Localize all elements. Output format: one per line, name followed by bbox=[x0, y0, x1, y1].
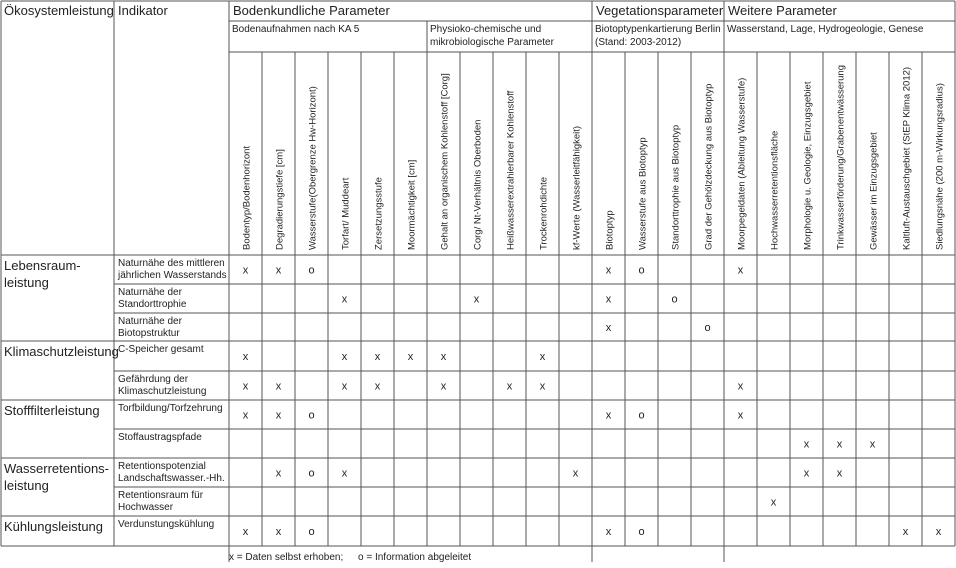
cell-mark-collected: x bbox=[473, 293, 480, 306]
indicator-label: Naturnähe der bbox=[118, 287, 182, 298]
header-oekosystemleistung: Ökosystemleistung bbox=[4, 3, 114, 18]
parameter-group-label: Bodenkundliche Parameter bbox=[233, 3, 390, 18]
parameter-label: Standorttrophie aus Biotoptyp bbox=[670, 124, 682, 250]
cell-mark-collected: x bbox=[605, 409, 612, 422]
cell-mark-collected: x bbox=[572, 467, 579, 480]
parameter-subgroup-label: (Stand: 2003-2012) bbox=[595, 37, 682, 48]
parameter-label: Bodentyp/Bodenhorizont bbox=[241, 145, 253, 250]
cell-mark-collected: x bbox=[242, 409, 249, 422]
service-label: Lebensraum- bbox=[4, 258, 81, 273]
cell-mark-collected: x bbox=[341, 380, 348, 393]
parameter-group-label: Vegetationsparameter bbox=[596, 3, 724, 18]
cell-mark-collected: x bbox=[374, 351, 381, 363]
indicator-label: Naturnähe des mittleren bbox=[118, 258, 225, 269]
cell-mark-collected: x bbox=[407, 351, 414, 363]
parameter-label: Moorpegeldaten (Ableitung Wasserstufe) bbox=[736, 77, 748, 250]
cell-mark-collected: x bbox=[374, 380, 381, 393]
cell-mark-collected: x bbox=[770, 496, 777, 509]
parameter-subgroup-label: Biotoptypenkartierung Berlin bbox=[595, 24, 721, 35]
cell-mark-collected: x bbox=[737, 409, 744, 422]
parameter-subgroup-label: Wasserstand, Lage, Hydrogeologie, Genese bbox=[727, 24, 924, 35]
service-label: leistung bbox=[4, 478, 49, 493]
cell-mark-collected: x bbox=[539, 380, 546, 393]
service-label: Stofffilterleistung bbox=[4, 403, 100, 418]
header-indikator: Indikator bbox=[118, 3, 168, 18]
cell-mark-collected: x bbox=[242, 351, 249, 363]
parameter-subgroup-label: mikrobiologische Parameter bbox=[430, 37, 554, 48]
cell-mark-collected: x bbox=[275, 409, 282, 422]
cell-mark-derived: o bbox=[638, 409, 645, 422]
parameter-label: kf-Werte (Wasserleitfähigkeit) bbox=[571, 125, 583, 250]
parameter-label: Biotoptyp bbox=[604, 210, 616, 250]
cell-mark-collected: x bbox=[440, 380, 447, 393]
cell-mark-collected: x bbox=[737, 380, 744, 393]
indicator-label: Landschaftswasser.-Hh. bbox=[118, 473, 225, 484]
parameter-label: Degradierungstiefe [cm] bbox=[274, 149, 286, 250]
indicator-label: Biotopstruktur bbox=[118, 328, 180, 339]
indicator-label: Retentionsraum für bbox=[118, 490, 204, 501]
indicator-label: Standorttrophie bbox=[118, 299, 187, 310]
cell-mark-collected: x bbox=[275, 264, 282, 277]
indicator-label: Klimaschutzleistung bbox=[118, 386, 207, 397]
service-label: Klimaschutzleistung bbox=[4, 344, 119, 359]
legend-collected: x = Daten selbst erhoben; bbox=[229, 552, 344, 563]
parameter-label: Siedlungsnähe (200 m-Wirkungsradius) bbox=[934, 83, 946, 250]
parameter-group-label: Weitere Parameter bbox=[728, 3, 837, 18]
cell-mark-collected: x bbox=[935, 526, 942, 538]
parameter-subgroup-label: Physioko-chemische und bbox=[430, 24, 542, 35]
parameter-label: Corg/ Nt-Verhältnis Oberboden bbox=[472, 119, 484, 250]
indicator-label: jährlichen Wasserstands bbox=[118, 270, 227, 281]
cell-mark-derived: o bbox=[308, 264, 315, 277]
indicator-label: Torfbildung/Torfzehrung bbox=[118, 403, 223, 414]
table-content bbox=[4, 3, 946, 563]
service-label: Kühlungsleistung bbox=[4, 519, 104, 534]
indicator-label: Hochwasser bbox=[118, 502, 174, 513]
cell-mark-collected: x bbox=[605, 526, 612, 538]
parameter-label: Gehalt an organischem Kohlenstoff [Corg] bbox=[439, 73, 451, 250]
cell-mark-collected: x bbox=[341, 467, 348, 480]
parameter-label: Gewässer im Einzugsgebiet bbox=[868, 132, 880, 250]
indicator-label: C-Speicher gesamt bbox=[118, 344, 204, 355]
cell-mark-collected: x bbox=[506, 380, 513, 393]
cell-mark-collected: x bbox=[737, 264, 744, 277]
cell-mark-derived: o bbox=[704, 322, 711, 334]
cell-mark-derived: o bbox=[308, 526, 315, 538]
cell-mark-collected: x bbox=[341, 293, 348, 306]
cell-mark-collected: x bbox=[275, 380, 282, 393]
parameter-label: Wasserstufe aus Biotoptyp bbox=[637, 137, 649, 250]
parameter-label: Morphologie u. Geologie, Einzugsgebiet bbox=[802, 81, 814, 250]
indicator-label: Gefährdung der bbox=[118, 374, 189, 385]
parameter-label: Heißwasserextrahierbarer Kohlenstoff bbox=[505, 90, 517, 250]
cell-mark-collected: x bbox=[242, 380, 249, 393]
cell-mark-derived: o bbox=[638, 264, 645, 277]
cell-mark-collected: x bbox=[902, 526, 909, 538]
cell-mark-collected: x bbox=[803, 467, 810, 480]
parameter-label: Moormächtigkeit [cm] bbox=[406, 159, 418, 250]
cell-mark-derived: o bbox=[308, 467, 315, 480]
parameter-subgroup-label: Bodenaufnahmen nach KA 5 bbox=[232, 24, 360, 35]
parameter-label: Trinkwasserförderung/Grabenentwässerung bbox=[835, 65, 847, 250]
service-label: Wasserretentions- bbox=[4, 461, 109, 476]
cell-mark-collected: x bbox=[539, 351, 546, 363]
indicator-label: Naturnähe der bbox=[118, 316, 182, 327]
cell-mark-collected: x bbox=[242, 526, 249, 538]
cell-mark-collected: x bbox=[605, 322, 612, 334]
parameter-label: Torfart/ Muddeart bbox=[340, 177, 352, 250]
parameter-label: Grad der Gehölzdeckung aus Biotoptyp bbox=[703, 83, 715, 250]
cell-mark-collected: x bbox=[836, 467, 843, 480]
cell-mark-collected: x bbox=[275, 467, 282, 480]
parameter-label: Trockenrohdichte bbox=[538, 176, 550, 250]
cell-mark-collected: x bbox=[605, 293, 612, 306]
cell-mark-collected: x bbox=[242, 264, 249, 277]
parameter-label: Wasserstufe(Obergrenze Hw-Horizont) bbox=[307, 86, 319, 250]
indicator-label: Verdunstungskühlung bbox=[118, 519, 215, 530]
cell-mark-derived: o bbox=[638, 526, 645, 538]
cell-mark-collected: x bbox=[803, 438, 810, 451]
parameter-label: Hochwasserretentionsfläche bbox=[769, 130, 781, 250]
legend-derived: o = Information abgeleitet bbox=[358, 552, 472, 563]
cell-mark-collected: x bbox=[275, 526, 282, 538]
parameter-label: Kaltluft-Austauschgebiet (StEP Klima 2012) bbox=[901, 66, 913, 250]
parameter-label: Zersetzungsstufe bbox=[373, 177, 385, 250]
indicator-label: Stoffaustragspfade bbox=[118, 432, 202, 443]
cell-mark-collected: x bbox=[836, 438, 843, 451]
cell-mark-collected: x bbox=[341, 351, 348, 363]
cell-mark-derived: o bbox=[308, 409, 315, 422]
indicator-label: Retentionspotenzial bbox=[118, 461, 206, 472]
service-label: leistung bbox=[4, 275, 49, 290]
cell-mark-collected: x bbox=[605, 264, 612, 277]
cell-mark-derived: o bbox=[671, 293, 678, 306]
cell-mark-collected: x bbox=[869, 438, 876, 451]
cell-mark-collected: x bbox=[440, 351, 447, 363]
